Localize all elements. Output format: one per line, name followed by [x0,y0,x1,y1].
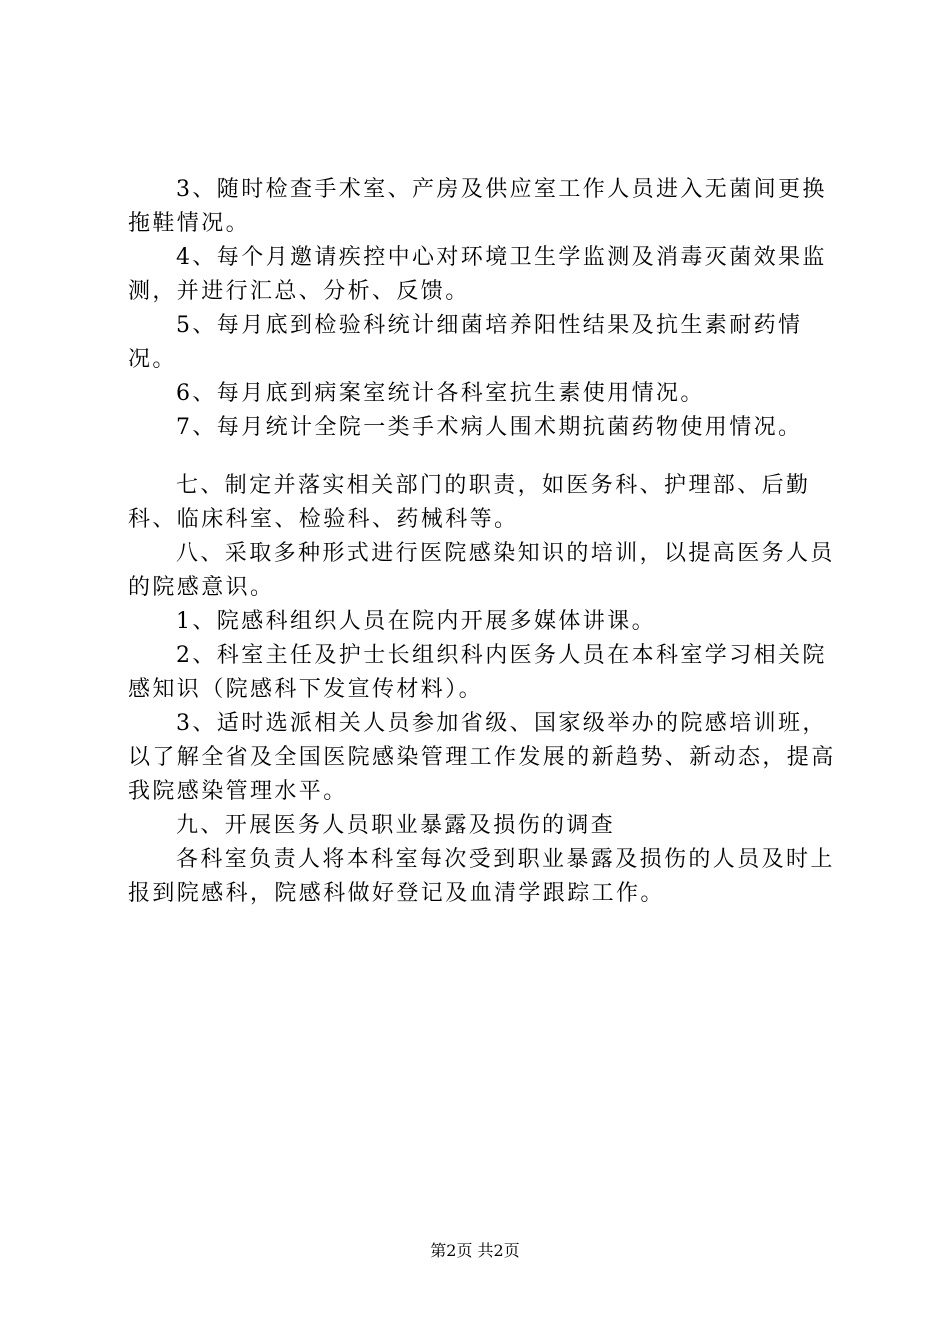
section-7-responsibilities: 七、制定并落实相关部门的职责，如医务科、护理部、后勤科、临床科室、检验科、药械科等。 [128,473,811,532]
training-item-1-lectures: 1、院感科组织人员在院内开展多媒体讲课。 [176,609,656,634]
paragraph-item-6-antibiotic-use: 6、每月底到病案室统计各科室抗生素使用情况。 [176,381,705,406]
training-item-2-department-study: 2、科室主任及护士长组织科内医务人员在本科室学习相关院感知识（院感科下发宣传材料）。 [128,643,827,702]
section-9-occupational-exposure: 九、开展医务人员职业暴露及损伤的调查 [176,813,616,838]
paragraph-item-4-monitoring: 4、每个月邀请疾控中心对环境卫生学监测及消毒灭菌效果监测，并进行汇总、分析、反馈。 [128,245,827,304]
paragraph-item-7-surgery-antimicrobial: 7、每月统计全院一类手术病人围术期抗菌药物使用情况。 [176,415,803,440]
paragraph-item-3-slippers: 3、随时检查手术室、产房及供应室工作人员进入无菌间更换拖鞋情况。 [128,177,827,236]
document-body [128,173,838,911]
paragraph-item-5-lab-statistics: 5、每月底到检验科统计细菌培养阳性结果及抗生素耐药情况。 [128,313,803,372]
section-8-training: 八、采取多种形式进行医院感染知识的培训，以提高医务人员的院感意识。 [128,541,835,600]
page-footer: 第2页 共2页 [430,1241,520,1260]
paragraph-gap [128,445,838,469]
training-item-3-external-courses: 3、适时选派相关人员参加省级、国家级举办的院感培训班，以了解全省及全国医院感染管理工作发展的新趋势、新动态，提高我院感染管理水平。 [128,711,836,804]
occupational-exposure-reporting: 各科室负责人将本科室每次受到职业暴露及损伤的人员及时上报到院感科，院感科做好登记及血清学跟踪工作。 [128,847,835,906]
